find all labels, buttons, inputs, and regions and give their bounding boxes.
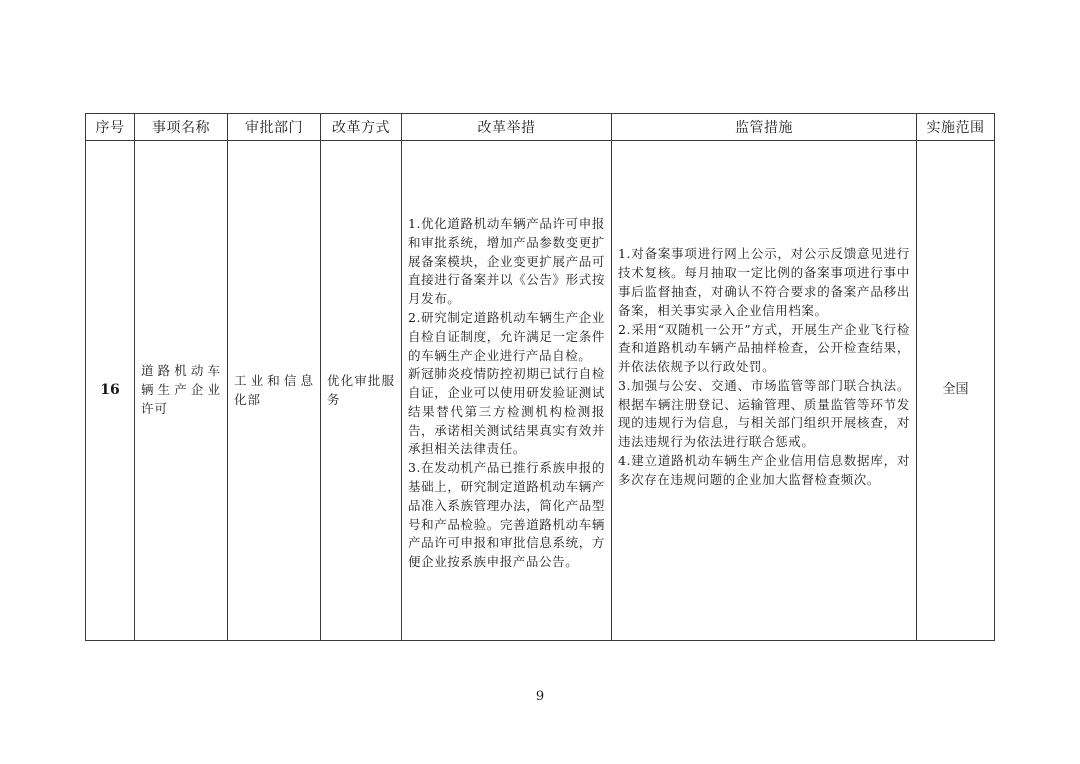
header-reform-mode: 改革方式 [321,114,402,141]
header-seq: 序号 [86,114,135,141]
header-approval-dept: 审批部门 [228,114,321,141]
reform-table [85,113,995,641]
supervision-paragraph: 1.对备案事项进行网上公示，对公示反馈意见进行技术复核。每月抽取一定比例的备案事项进行事中事后监督抽查，对确认不符合要求的备案产品移出备案，相关事实录入企业信用档案。 [618,246,910,318]
header-scope: 实施范围 [917,114,995,141]
supervision-paragraph: 4.建立道路机动车辆生产企业信用信息数据库，对多次存在违规问题的企业加大监督检查频次。 [618,453,910,487]
supervision-paragraph: 2.采用“双随机一公开”方式，开展生产企业飞行检查和道路机动车辆产品抽样检查，公开检查结果，并依法依规予以行政处罚。 [618,321,910,375]
page-number: 9 [535,689,545,704]
measure-paragraph: 3.在发动机产品已推行系族申报的基础上，研究制定道路机动车辆产品准入系族管理办法，简化产品型号和产品检验。完善道路机动车辆产品许可申报和审批信息系统，方便企业按系族申报产品公告。 [408,460,605,570]
cell-reform-measures [402,141,612,641]
cell-reform-mode: 优化审批服务 [321,141,402,641]
header-item-name: 事项名称 [135,114,228,141]
measure-paragraph: 2.研究制定道路机动车辆生产企业自检自证制度，允许满足一定条件的车辆生产企业进行产品自检。 [408,309,605,363]
cell-scope [917,141,995,641]
measure-paragraph: 1.优化道路机动车辆产品许可申报和审批系统，增加产品参数变更扩展备案模块，企业变更扩展产品可直接进行备案并以《公告》形式按月发布。 [408,215,605,307]
header-supervision: 监管措施 [612,114,917,141]
cell-item-name: 道路机动车辆生产企业许可 [135,141,228,641]
cell-supervision [612,141,917,641]
header-reform-measures: 改革举措 [402,114,612,141]
cell-approval-dept: 工业和信息化部 [228,141,321,641]
scope-text: 全国 [942,382,969,397]
table-row [86,141,995,641]
supervision-paragraph: 3.加强与公安、交通、市场监管等部门联合执法。根据车辆注册登记、运输管理、质量监管等环节发现的违规行为信息，与相关部门组织开展核查，对违法违规行为依法进行联合惩戒。 [618,377,910,450]
cell-seq: 16 [86,141,135,641]
measure-paragraph: 新冠肺炎疫情防控初期已试行自检自证，企业可以使用研发验证测试结果替代第三方检测机构检测报告，承诺相关测试结果真实有效并承担相关法律责任。 [408,366,605,457]
reform-table-container [85,113,994,641]
table-header-row [86,114,995,141]
